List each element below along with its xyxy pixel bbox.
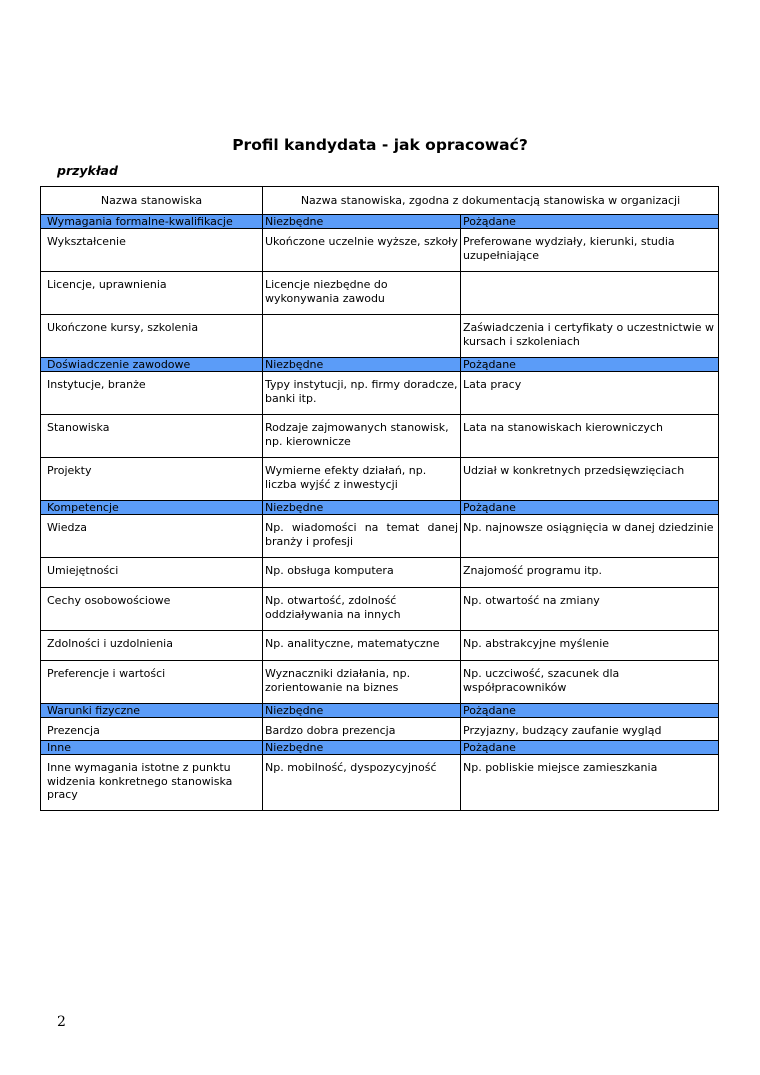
- header-cell-position: Nazwa stanowiska: [41, 187, 263, 215]
- row-desired: Lata pracy: [461, 372, 719, 415]
- row-label: Cechy osobowościowe: [41, 588, 263, 631]
- section-col-required: Niezbędne: [263, 741, 461, 755]
- row-label: Ukończone kursy, szkolenia: [41, 315, 263, 358]
- row-label: Prezencja: [41, 718, 263, 741]
- row-required: Rodzaje zajmowanych stanowisk, np. kierownicze: [263, 415, 461, 458]
- table-row: [41, 315, 719, 358]
- row-label: Zdolności i uzdolnienia: [41, 631, 263, 661]
- table-header-row: [41, 187, 719, 215]
- row-required: Wyznaczniki działania, np. zorientowanie na biznes: [263, 661, 461, 704]
- row-required: Ukończone uczelnie wyższe, szkoły: [263, 229, 461, 272]
- section-title: Inne: [41, 741, 263, 755]
- row-label: Wykształcenie: [41, 229, 263, 272]
- section-col-required: Niezbędne: [263, 501, 461, 515]
- section-header-row: [41, 741, 719, 755]
- page-number: 2: [57, 1014, 66, 1030]
- row-label: Wiedza: [41, 515, 263, 558]
- row-desired: Zaświadczenia i certyfikaty o uczestnictwie w kursach i szkoleniach: [461, 315, 719, 358]
- row-desired: Np. otwartość na zmiany: [461, 588, 719, 631]
- section-header-row: [41, 704, 719, 718]
- section-title: Wymagania formalne-kwalifikacje: [41, 215, 263, 229]
- row-desired: [461, 272, 719, 315]
- table-row: [41, 558, 719, 588]
- table-row: [41, 458, 719, 501]
- row-desired: Preferowane wydziały, kierunki, studia uzupełniające: [461, 229, 719, 272]
- row-desired: Lata na stanowiskach kierowniczych: [461, 415, 719, 458]
- section-header-row: [41, 215, 719, 229]
- row-label: Stanowiska: [41, 415, 263, 458]
- section-col-desired: Pożądane: [461, 215, 719, 229]
- section-title: Warunki fizyczne: [41, 704, 263, 718]
- row-required: Np. analityczne, matematyczne: [263, 631, 461, 661]
- table-row: [41, 272, 719, 315]
- table-row: [41, 515, 719, 558]
- candidate-profile-table: [40, 186, 719, 811]
- section-header-row: [41, 501, 719, 515]
- page-subtitle: przykład: [57, 163, 118, 178]
- row-label: Inne wymagania istotne z punktu widzenia konkretnego stanowiska pracy: [41, 755, 263, 811]
- row-required: Bardzo dobra prezencja: [263, 718, 461, 741]
- row-required: Np. mobilność, dyspozycyjność: [263, 755, 461, 811]
- row-desired: Np. najnowsze osiągnięcia w danej dziedzinie: [461, 515, 719, 558]
- table-row: [41, 229, 719, 272]
- row-required: Np. wiadomości na temat danej branży i profesji: [263, 515, 461, 558]
- row-desired: Np. uczciwość, szacunek dla współpracowników: [461, 661, 719, 704]
- row-required: Typy instytucji, np. firmy doradcze, banki itp.: [263, 372, 461, 415]
- section-col-required: Niezbędne: [263, 704, 461, 718]
- row-desired: Znajomość programu itp.: [461, 558, 719, 588]
- section-col-desired: Pożądane: [461, 741, 719, 755]
- section-title: Doświadczenie zawodowe: [41, 358, 263, 372]
- row-label: Preferencje i wartości: [41, 661, 263, 704]
- row-required: [263, 315, 461, 358]
- section-title: Kompetencje: [41, 501, 263, 515]
- table-row: [41, 661, 719, 704]
- row-label: Umiejętności: [41, 558, 263, 588]
- section-col-desired: Pożądane: [461, 358, 719, 372]
- row-label: Instytucje, branże: [41, 372, 263, 415]
- section-col-required: Niezbędne: [263, 358, 461, 372]
- table-row: [41, 415, 719, 458]
- table-row: [41, 631, 719, 661]
- table-row: [41, 718, 719, 741]
- row-desired: Np. abstrakcyjne myślenie: [461, 631, 719, 661]
- section-col-desired: Pożądane: [461, 501, 719, 515]
- row-desired: Przyjazny, budzący zaufanie wygląd: [461, 718, 719, 741]
- row-label: Licencje, uprawnienia: [41, 272, 263, 315]
- row-desired: Udział w konkretnych przedsięwzięciach: [461, 458, 719, 501]
- row-required: Wymierne efekty działań, np. liczba wyjść z inwestycji: [263, 458, 461, 501]
- row-label: Projekty: [41, 458, 263, 501]
- section-header-row: [41, 358, 719, 372]
- table-row: [41, 372, 719, 415]
- page-title: Profil kandydata - jak opracować?: [232, 136, 528, 154]
- section-col-desired: Pożądane: [461, 704, 719, 718]
- row-desired: Np. pobliskie miejsce zamieszkania: [461, 755, 719, 811]
- table-row: [41, 755, 719, 811]
- row-required: Np. otwartość, zdolność oddziaływania na innych: [263, 588, 461, 631]
- row-required: Licencje niezbędne do wykonywania zawodu: [263, 272, 461, 315]
- row-required: Np. obsługa komputera: [263, 558, 461, 588]
- header-cell-position-doc: Nazwa stanowiska, zgodna z dokumentacją stanowiska w organizacji: [263, 187, 719, 215]
- table-row: [41, 588, 719, 631]
- section-col-required: Niezbędne: [263, 215, 461, 229]
